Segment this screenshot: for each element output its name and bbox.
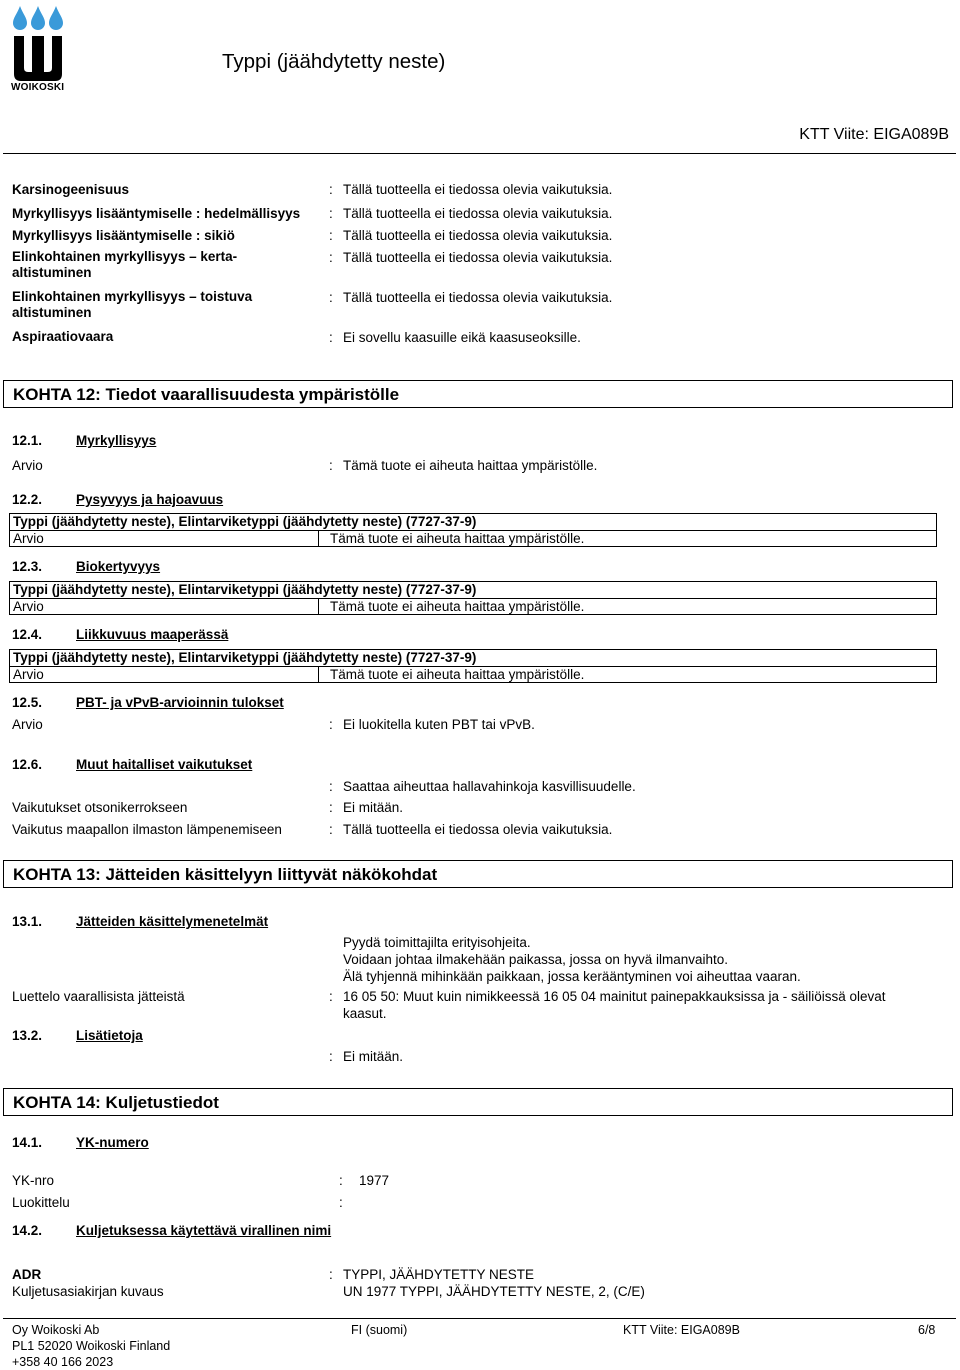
field-sep: : <box>329 779 333 794</box>
subsection-number: 12.6. <box>12 757 43 772</box>
subsection-number: 14.2. <box>12 1223 43 1238</box>
field-value: Saattaa aiheuttaa hallavahinkoja kasvillisuudelle. <box>343 779 636 794</box>
instruction-line: Voidaan johtaa ilmakehään paikassa, jossa on hyvä ilmanvaihto. <box>343 952 728 967</box>
subsection-title: Liikkuvuus maaperässä <box>76 627 229 642</box>
tox-value: Tällä tuotteella ei tiedossa olevia vaikutuksia. <box>343 250 613 265</box>
section-13-heading <box>3 860 953 888</box>
document-title: Typpi (jäähdytetty neste) <box>222 50 446 73</box>
subsection-number: 13.2. <box>12 1028 43 1043</box>
substance-box <box>9 581 937 615</box>
subsection-title: Muut haitalliset vaikutukset <box>76 757 253 772</box>
substance-box <box>9 649 937 683</box>
footer-rule <box>3 1318 956 1319</box>
subsection-title: Kuljetuksessa käytettävä virallinen nimi <box>76 1223 332 1238</box>
tox-sep: : <box>329 250 333 265</box>
tox-sep: : <box>329 206 333 221</box>
tox-sep: : <box>329 330 333 345</box>
field-sep: : <box>329 717 333 732</box>
box-value: Tämä tuote ei aiheuta haittaa ympäristölle. <box>330 599 585 614</box>
field-label: Vaikutukset otsonikerrokseen <box>12 800 188 815</box>
subsection-number: 12.1. <box>12 433 43 448</box>
field-value: Tällä tuotteella ei tiedossa olevia vaikutuksia. <box>343 822 613 837</box>
box-label: Arvio <box>13 599 44 614</box>
subsection-title: Myrkyllisyys <box>76 433 157 448</box>
tox-label-cont: altistuminen <box>12 305 92 320</box>
footer-reference: KTT Viite: EIGA089B <box>623 1323 740 1337</box>
tox-sep: : <box>329 290 333 305</box>
tox-value: Tällä tuotteella ei tiedossa olevia vaikutuksia. <box>343 228 613 243</box>
section-12-title: KOHTA 12: Tiedot vaarallisuudesta ympäristölle <box>13 385 400 404</box>
subsection-title: Pysyvyys ja hajoavuus <box>76 492 224 507</box>
substance-name: Typpi (jäähdytetty neste), Elintarviketyppi (jäähdytetty neste) (7727-37-9) <box>13 514 477 529</box>
box-value: Tämä tuote ei aiheuta haittaa ympäristölle. <box>330 667 585 682</box>
subsection-number: 12.4. <box>12 627 43 642</box>
instruction-line: Pyydä toimittajilta erityisohjeita. <box>343 935 531 950</box>
field-label: Luokittelu <box>12 1195 70 1210</box>
header-rule <box>3 153 956 154</box>
subsection-number: 12.3. <box>12 559 43 574</box>
box-label: Arvio <box>13 531 44 546</box>
field-sep: : <box>339 1195 343 1210</box>
substance-name: Typpi (jäähdytetty neste), Elintarviketyppi (jäähdytetty neste) (7727-37-9) <box>13 582 477 597</box>
tox-value: Ei sovellu kaasuille eikä kaasuseoksille. <box>343 330 581 345</box>
field-label: Luettelo vaarallisista jätteistä <box>12 989 185 1004</box>
box-label: Arvio <box>13 667 44 682</box>
field-label: Arvio <box>12 717 43 732</box>
logo-text: WOIKOSKI <box>11 82 65 93</box>
substance-box <box>9 513 937 547</box>
page-number: 6/8 <box>918 1323 936 1337</box>
subsection-number: 14.1. <box>12 1135 43 1150</box>
tox-value: Tällä tuotteella ei tiedossa olevia vaikutuksia. <box>343 182 613 197</box>
tox-label: Elinkohtainen myrkyllisyys – kerta- <box>12 249 238 264</box>
instruction-line: Älä tyhjennä mihinkään paikkaan, jossa kerääntyminen voi aiheuttaa vaaran. <box>343 969 801 984</box>
tox-sep: : <box>329 182 333 197</box>
field-value: TYPPI, JÄÄHDYTETTY NESTE <box>343 1267 535 1282</box>
subsection-title: Biokertyvyys <box>76 559 161 574</box>
tox-value: Tällä tuotteella ei tiedossa olevia vaikutuksia. <box>343 290 613 305</box>
subsection-title: PBT- ja vPvB-arvioinnin tulokset <box>76 695 284 710</box>
subsection-title: YK-numero <box>76 1135 149 1150</box>
field-value: Ei mitään. <box>343 800 404 815</box>
box-value: Tämä tuote ei aiheuta haittaa ympäristölle. <box>330 531 585 546</box>
subsection-number: 12.5. <box>12 695 43 710</box>
tox-label: Myrkyllisyys lisääntymiselle : sikiö <box>12 228 235 243</box>
section-13-title: KOHTA 13: Jätteiden käsittelyyn liittyvät näkökohdat <box>13 865 438 884</box>
header-reference: KTT Viite: EIGA089B <box>799 126 949 143</box>
section-14-heading <box>3 1088 953 1116</box>
subsection-title: Lisätietoja <box>76 1028 143 1043</box>
field-label: Arvio <box>12 458 43 473</box>
field-sep: : <box>329 989 333 1004</box>
field-value: UN 1977 TYPPI, JÄÄHDYTETTY NESTE, 2, (C/E) <box>343 1284 645 1299</box>
field-label: Vaikutus maapallon ilmaston lämpenemiseen <box>12 822 282 837</box>
field-value-cont: kaasut. <box>343 1006 387 1021</box>
company-logo <box>10 4 66 96</box>
field-label: ADR <box>12 1267 42 1282</box>
tox-sep: : <box>329 228 333 243</box>
field-value: 16 05 50: Muut kuin nimikkeessä 16 05 04 mainitut painepakkauksissa ja - säiliöissä olevat <box>343 989 886 1004</box>
field-value: Tämä tuote ei aiheuta haittaa ympäristölle. <box>343 458 598 473</box>
field-value: 1977 <box>359 1173 390 1188</box>
field-value: Ei luokitella kuten PBT tai vPvB. <box>343 717 535 732</box>
tox-label: Elinkohtainen myrkyllisyys – toistuva <box>12 289 253 304</box>
tox-label: Karsinogeenisuus <box>12 182 130 197</box>
footer-address: PL1 52020 Woikoski Finland <box>12 1339 171 1353</box>
footer-language: FI (suomi) <box>351 1323 408 1337</box>
field-value: Ei mitään. <box>343 1049 404 1064</box>
tox-label: Aspiraatiovaara <box>12 329 114 344</box>
field-sep: : <box>329 1267 333 1282</box>
tox-label: Myrkyllisyys lisääntymiselle : hedelmällisyys <box>12 206 301 221</box>
footer-phone: +358 40 166 2023 <box>12 1355 114 1369</box>
tox-label-cont: altistuminen <box>12 265 92 280</box>
field-sep: : <box>329 822 333 837</box>
field-sep: : <box>329 800 333 815</box>
subsection-title: Jätteiden käsittelymenetelmät <box>76 914 269 929</box>
tox-value: Tällä tuotteella ei tiedossa olevia vaikutuksia. <box>343 206 613 221</box>
subsection-number: 13.1. <box>12 914 43 929</box>
field-label: Kuljetusasiakirjan kuvaus <box>12 1284 164 1299</box>
field-sep: : <box>339 1173 343 1188</box>
subsection-number: 12.2. <box>12 492 43 507</box>
field-sep: : <box>329 1049 333 1064</box>
substance-name: Typpi (jäähdytetty neste), Elintarviketyppi (jäähdytetty neste) (7727-37-9) <box>13 650 477 665</box>
footer-company: Oy Woikoski Ab <box>12 1323 100 1337</box>
section-14-title: KOHTA 14: Kuljetustiedot <box>13 1093 219 1112</box>
field-sep: : <box>329 458 333 473</box>
field-label: YK-nro <box>12 1173 55 1188</box>
section-12-heading <box>3 380 953 408</box>
